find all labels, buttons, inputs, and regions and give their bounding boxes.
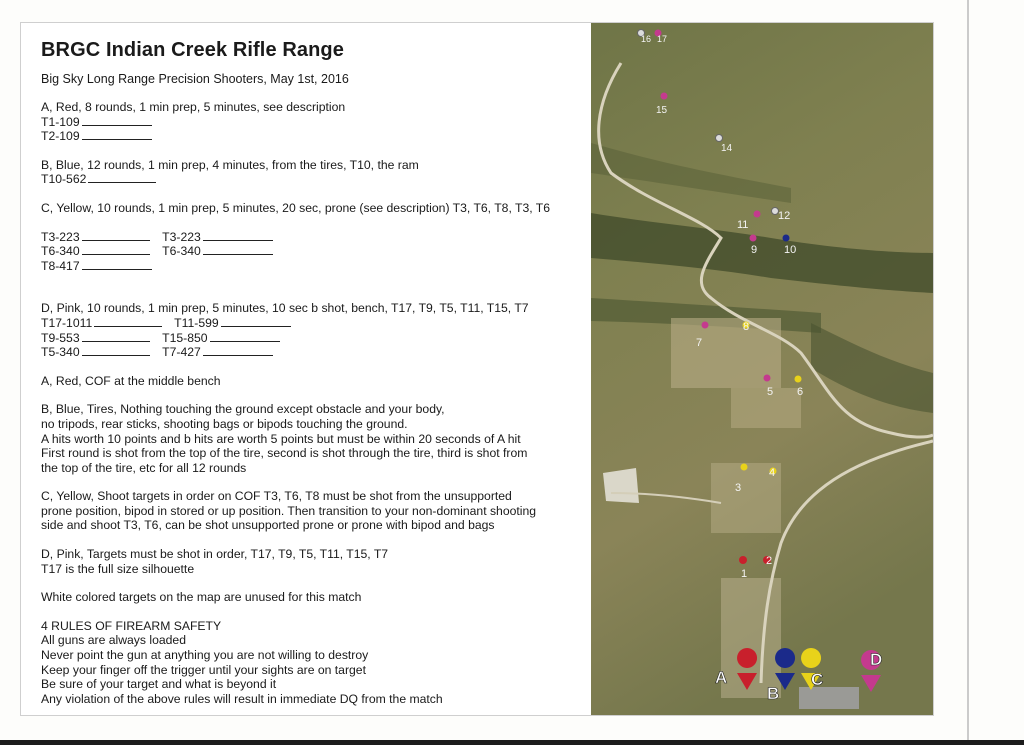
target-number: 2 <box>766 555 773 567</box>
score-blank <box>82 331 150 342</box>
yellow-target-icon <box>795 376 802 383</box>
scan-bottom-edge <box>0 740 1024 745</box>
target-line <box>41 230 589 245</box>
score-blank <box>82 244 150 255</box>
stage-d-section <box>41 301 589 359</box>
desc-line: A hits worth 10 points and b hits are worth 5 points but must be within 20 seconds of A hit <box>41 431 521 446</box>
target-label: T10-562 <box>41 172 87 187</box>
target-line <box>41 331 589 346</box>
document-page <box>20 22 934 716</box>
pink-target-icon <box>750 235 757 242</box>
match-description <box>23 25 589 713</box>
page-title: BRGC Indian Creek Rifle Range <box>41 39 344 61</box>
target-number: 10 <box>784 244 797 256</box>
desc-d <box>41 547 589 576</box>
target-label: T2-109 <box>41 129 80 144</box>
target-line <box>41 316 589 331</box>
target-label: T6-340 <box>162 244 201 259</box>
target-label: T11-599 <box>174 315 219 330</box>
target-line <box>41 259 589 274</box>
desc-line: T17 is the full size silhouette <box>41 561 195 576</box>
target-label: T9-553 <box>41 330 80 345</box>
white-targets-note: White colored targets on the map are unused for this match <box>41 590 362 605</box>
stage-a-section <box>41 100 589 144</box>
desc-a: A, Red, COF at the middle bench <box>41 373 221 388</box>
score-blank <box>82 129 152 140</box>
target-line <box>41 244 589 259</box>
target-number: 4 <box>769 467 776 479</box>
safety-rule: Keep your finger off the trigger until your sights are on target <box>41 662 366 677</box>
station-label: C <box>811 670 824 689</box>
desc-line: C, Yellow, Shoot targets in order on COF T3, T6, T8 must be shot from the unsupported <box>41 489 512 504</box>
target-label: T8-417 <box>41 258 80 273</box>
target-number: 3 <box>735 482 742 494</box>
target-label: T3-223 <box>162 229 201 244</box>
safety-rule: Be sure of your target and what is beyond it <box>41 677 277 692</box>
score-blank <box>221 316 291 327</box>
score-blank <box>203 345 273 356</box>
target-line <box>41 115 589 130</box>
desc-b <box>41 402 589 475</box>
target-line <box>41 172 589 187</box>
white-target-icon <box>716 135 723 142</box>
desc-c <box>41 489 589 533</box>
target-label: T7-427 <box>162 345 201 360</box>
scan-edge <box>967 0 969 745</box>
stage-c-section <box>41 201 589 273</box>
bench-area <box>731 386 804 428</box>
target-number: 14 <box>721 143 733 154</box>
red-target-icon <box>739 556 747 564</box>
target-number: 15 <box>656 105 668 116</box>
score-blank <box>88 172 156 183</box>
pink-target-icon <box>702 322 709 329</box>
score-blank <box>203 244 273 255</box>
safety-rule: Never point the gun at anything you are not willing to destroy <box>41 648 369 663</box>
desc-line: side and shoot T3, T6, can be shot unsupported prone or prone with bipod and bags <box>41 518 495 533</box>
desc-line: First round is shot from the top of the tire, second is shot through the tire, third is shot from <box>41 446 528 461</box>
desc-line: prone position, bipod in stored or up position. Then transition to your non-dominant shooting <box>41 503 537 518</box>
blue-target-icon <box>783 235 790 242</box>
score-blank <box>82 345 150 356</box>
target-number: 17 <box>657 34 668 44</box>
safety-rules <box>41 619 589 707</box>
stage-b-section <box>41 158 589 187</box>
score-blank <box>203 230 273 241</box>
target-label: T15-850 <box>162 330 208 345</box>
yellow-target-icon <box>741 464 748 471</box>
pink-target-icon <box>764 375 771 382</box>
desc-line: D, Pink, Targets must be shot in order, T17, T9, T5, T11, T15, T7 <box>41 547 389 562</box>
score-blank <box>94 316 162 327</box>
target-number: 5 <box>767 386 774 398</box>
desc-line: no tripods, rear sticks, shooting bags or bipods touching the ground. <box>41 416 408 431</box>
stage-c-header: C, Yellow, 10 rounds, 1 min prep, 5 minutes, 20 sec, prone (see description) T3, T6, T8, T3, T6 <box>41 200 550 215</box>
target-label: T17-1011 <box>41 315 93 330</box>
aerial-range-map <box>591 23 933 715</box>
target-label: T6-340 <box>41 244 80 259</box>
stage-d-header: D, Pink, 10 rounds, 1 min prep, 5 minutes, 10 sec b shot, bench, T17, T9, T5, T11, T15, T7 <box>41 301 529 316</box>
target-label: T3-223 <box>41 229 80 244</box>
target-number: 8 <box>743 321 750 333</box>
target-number: 16 <box>641 34 652 44</box>
target-line <box>41 129 589 144</box>
station-label: D <box>870 650 883 669</box>
stage-a-header: A, Red, 8 rounds, 1 min prep, 5 minutes, see description <box>41 100 346 114</box>
desc-line: the top of the tire, etc for all 12 rounds <box>41 460 247 475</box>
target-number: 6 <box>797 386 804 398</box>
station-label: B <box>767 684 780 703</box>
safety-rule: All guns are always loaded <box>41 633 186 648</box>
target-number: 7 <box>696 337 703 349</box>
target-line <box>41 345 589 360</box>
parking-lot <box>603 468 639 503</box>
score-blank <box>82 115 152 126</box>
target-number: 1 <box>741 568 748 580</box>
score-blank <box>82 230 150 241</box>
target-number: 12 <box>778 210 791 222</box>
pink-target-icon <box>754 211 761 218</box>
stage-b-header: B, Blue, 12 rounds, 1 min prep, 4 minutes, from the tires, T10, the ram <box>41 157 419 172</box>
target-label: T5-340 <box>41 345 80 360</box>
safety-rule: Any violation of the above rules will result in immediate DQ from the match <box>41 691 443 706</box>
score-blank <box>82 259 152 270</box>
score-blank <box>210 331 280 342</box>
desc-line: B, Blue, Tires, Nothing touching the ground except obstacle and your body, <box>41 402 445 417</box>
station-label: A <box>715 668 728 687</box>
pink-target-icon <box>661 93 668 100</box>
safety-heading: 4 RULES OF FIREARM SAFETY <box>41 618 222 633</box>
range-building <box>799 687 859 709</box>
target-label: T1-109 <box>41 114 80 129</box>
target-number: 9 <box>751 244 758 256</box>
page-subtitle: Big Sky Long Range Precision Shooters, May 1st, 2016 <box>41 72 349 86</box>
target-number: 11 <box>737 219 749 231</box>
